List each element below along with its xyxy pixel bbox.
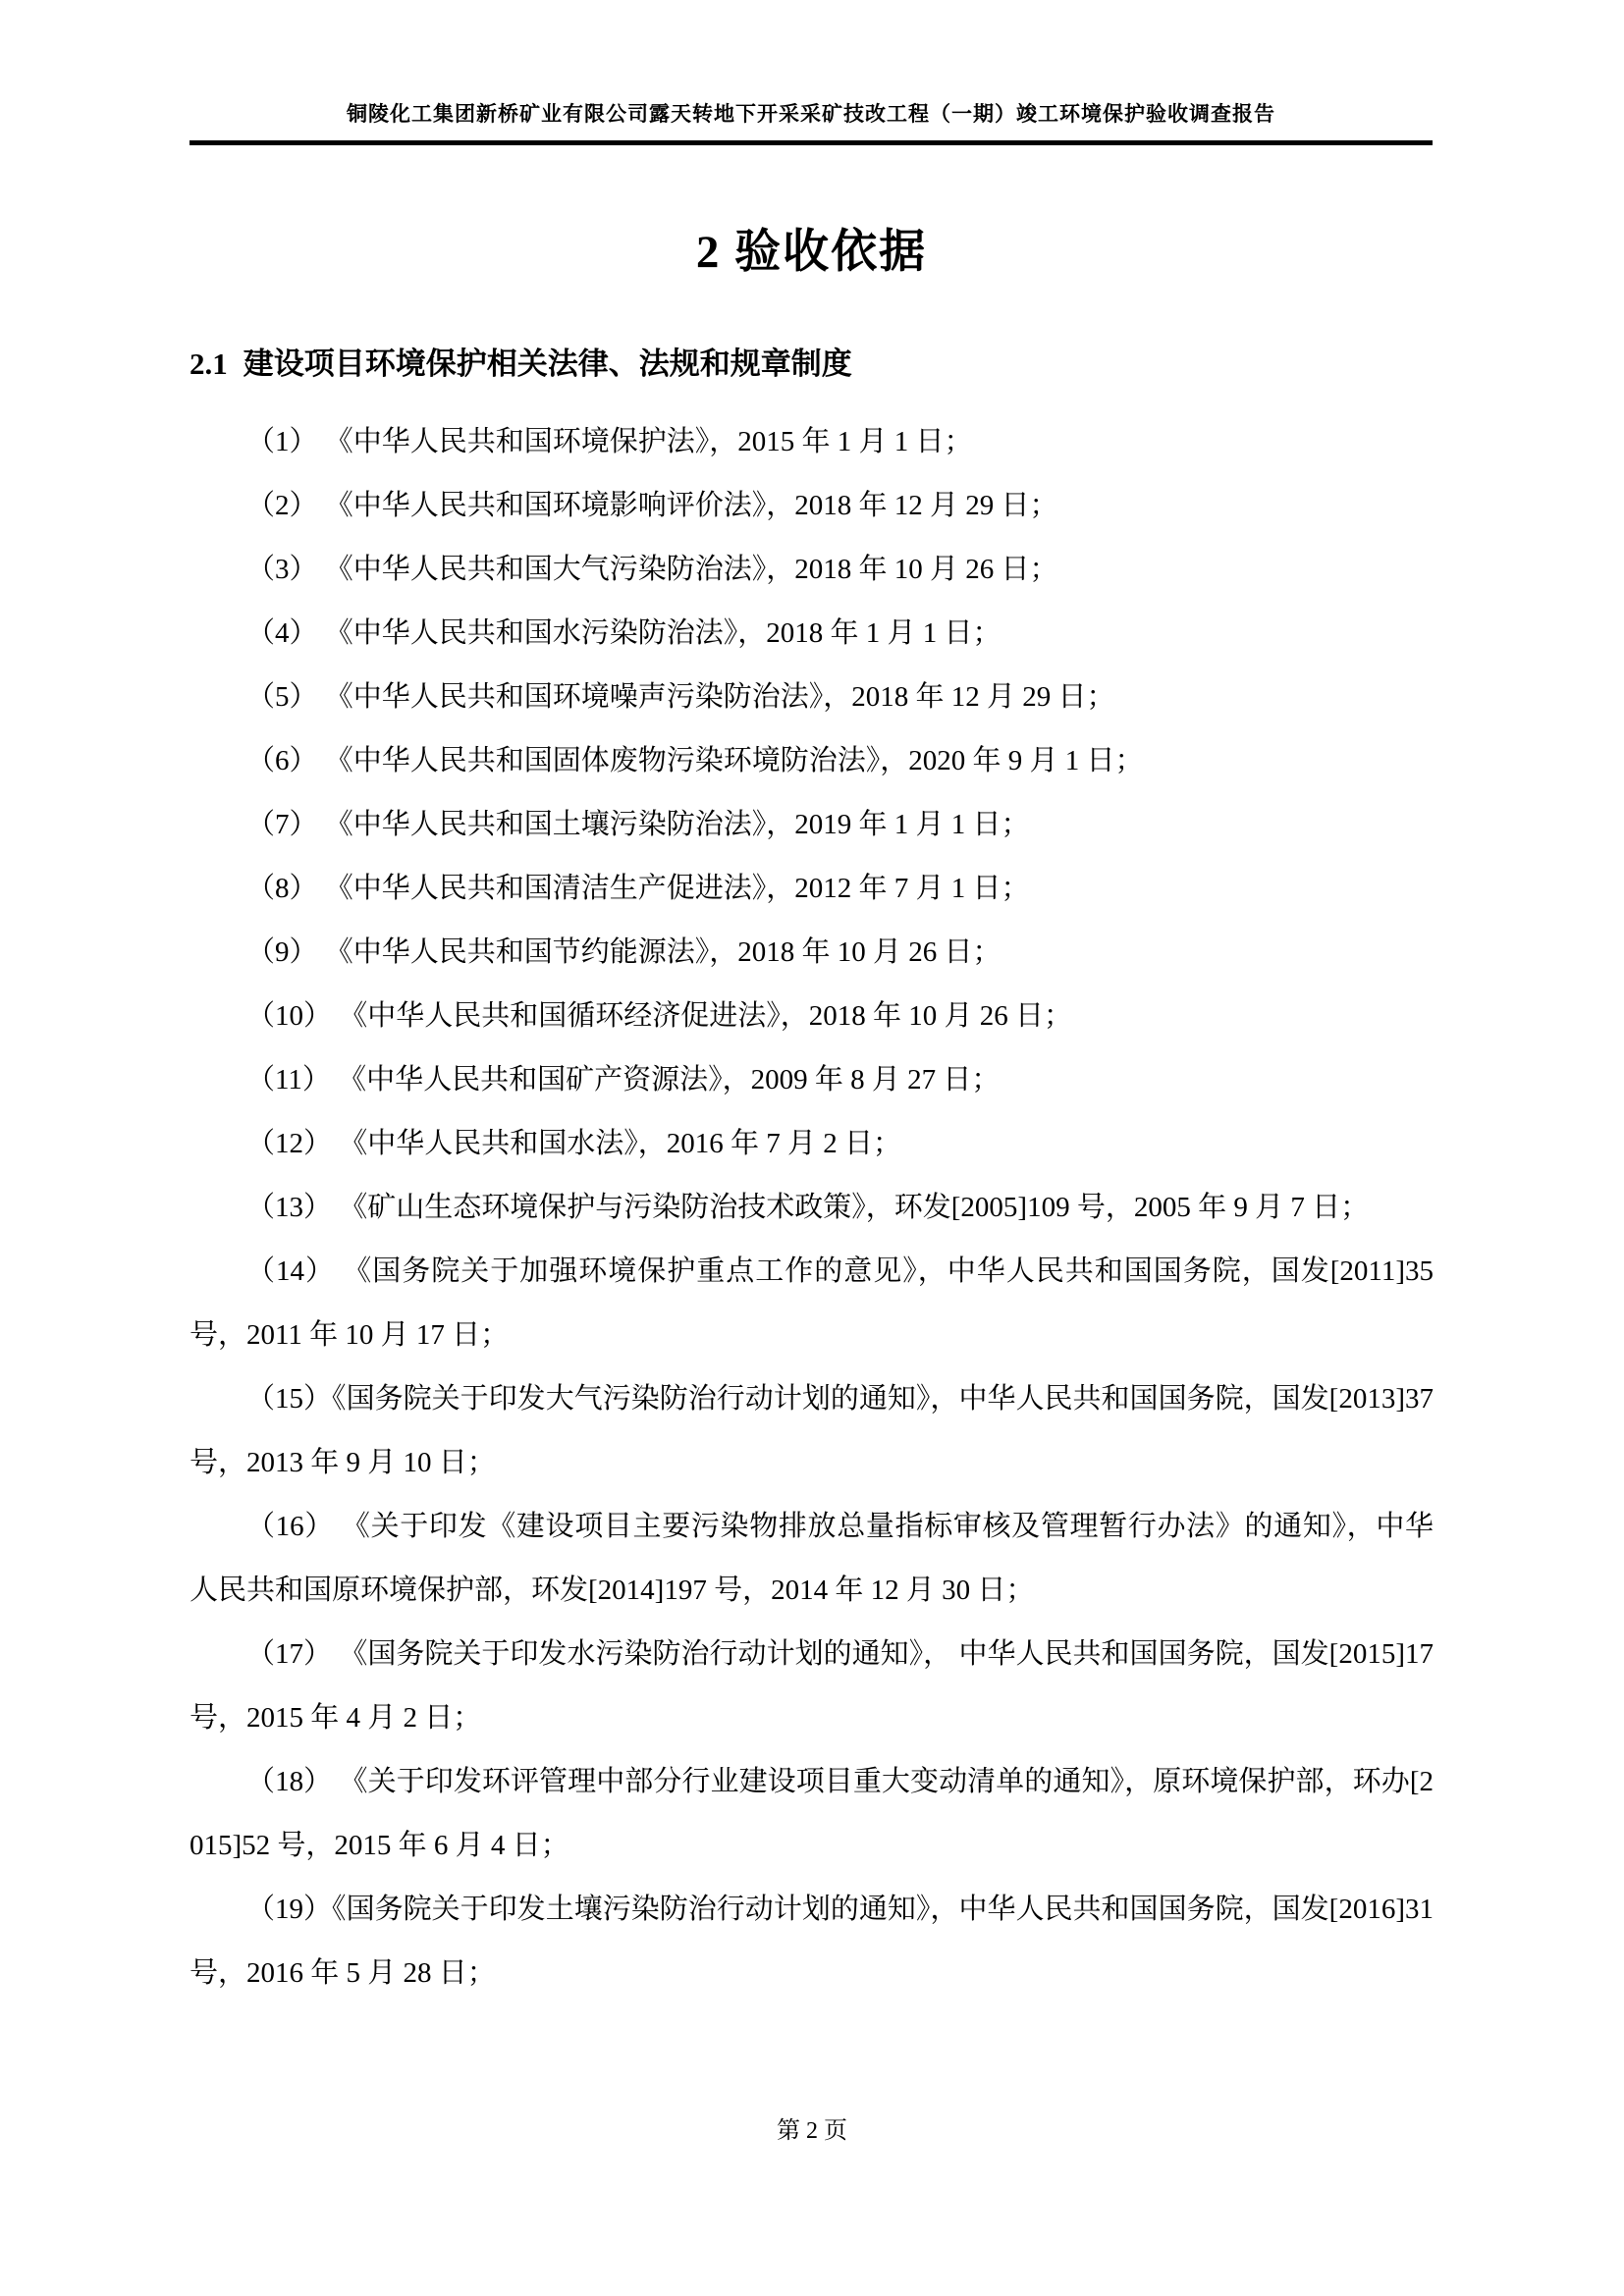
list-item-3: （3） 《中华人民共和国大气污染防治法》，2018 年 10 月 26 日； [246,554,1058,585]
list-item-5: （5） 《中华人民共和国环境噪声污染防治法》，2018 年 12 月 29 日； [246,681,1115,713]
list-item-6: （6） 《中华人民共和国固体废物污染环境防治法》，2020 年 9 月 1 日； [246,745,1144,776]
section-heading-text: 建设项目环境保护相关法律、法规和规章制度 [243,347,852,381]
legal-items-list [189,410,1434,2005]
list-item-18: （18） 《关于印发环评管理中部分行业建设项目重大变动清单的通知》，原环境保护部，环办[2015]52 号，2015 年 6 月 4 日； [189,1766,1434,1861]
list-item-19: （19）《国务院关于印发土壤污染防治行动计划的通知》，中华人民共和国国务院，国发[2016]31 号，2016 年 5 月 28 日； [189,1894,1434,1989]
list-item-11: （11） 《中华人民共和国矿产资源法》，2009 年 8 月 27 日； [246,1064,1001,1095]
list-item-12: （12） 《中华人民共和国水法》，2016 年 7 月 2 日； [246,1128,902,1159]
list-item-17: （17） 《国务院关于印发水污染防治行动计划的通知》， 中华人民共和国国务院，国发[2015]17 号，2015 年 4 月 2 日； [189,1638,1434,1734]
list-item-8: （8） 《中华人民共和国清洁生产促进法》，2012 年 7 月 1 日； [246,873,1030,904]
list-item-13: （13） 《矿山生态环境保护与污染防治技术政策》，环发[2005]109 号，2005 年 9 月 7 日； [246,1192,1370,1223]
section-heading [189,344,1434,385]
list-item-7: （7） 《中华人民共和国土壤污染防治法》，2019 年 1 月 1 日； [246,809,1030,840]
list-item-2: （2） 《中华人民共和国环境影响评价法》，2018 年 12 月 29 日； [246,490,1058,521]
page-number: 第 2 页 [777,2118,847,2144]
running-header: 铜陵化工集团新桥矿业有限公司露天转地下开采采矿技改工程（一期）竣工环境保护验收调查报告 [189,99,1433,145]
page-title: 2 验收依据 [695,227,928,278]
page-content [189,146,1434,2005]
list-item-4: （4） 《中华人民共和国水污染防治法》，2018 年 1 月 1 日； [246,617,1001,649]
list-item-14: （14） 《国务院关于加强环境保护重点工作的意见》，中华人民共和国国务院，国发[2011]35 号，2011 年 10 月 17 日； [189,1255,1434,1351]
list-item-1: （1） 《中华人民共和国环境保护法》，2015 年 1 月 1 日； [246,426,973,457]
section-number: 2.1 [189,347,228,381]
list-item-9: （9） 《中华人民共和国节约能源法》，2018 年 10 月 26 日； [246,936,1001,968]
list-item-15: （15）《国务院关于印发大气污染防治行动计划的通知》，中华人民共和国国务院，国发[2013]37 号，2013 年 9 月 10 日； [189,1383,1434,1478]
list-item-10: （10） 《中华人民共和国循环经济促进法》，2018 年 10 月 26 日； [246,1000,1073,1032]
list-item-16: （16） 《关于印发《建设项目主要污染物排放总量指标审核及管理暂行办法》的通知》，中华人民共和国原环境保护部，环发[2014]197 号，2014 年 12 月 30 日； [189,1511,1434,1606]
